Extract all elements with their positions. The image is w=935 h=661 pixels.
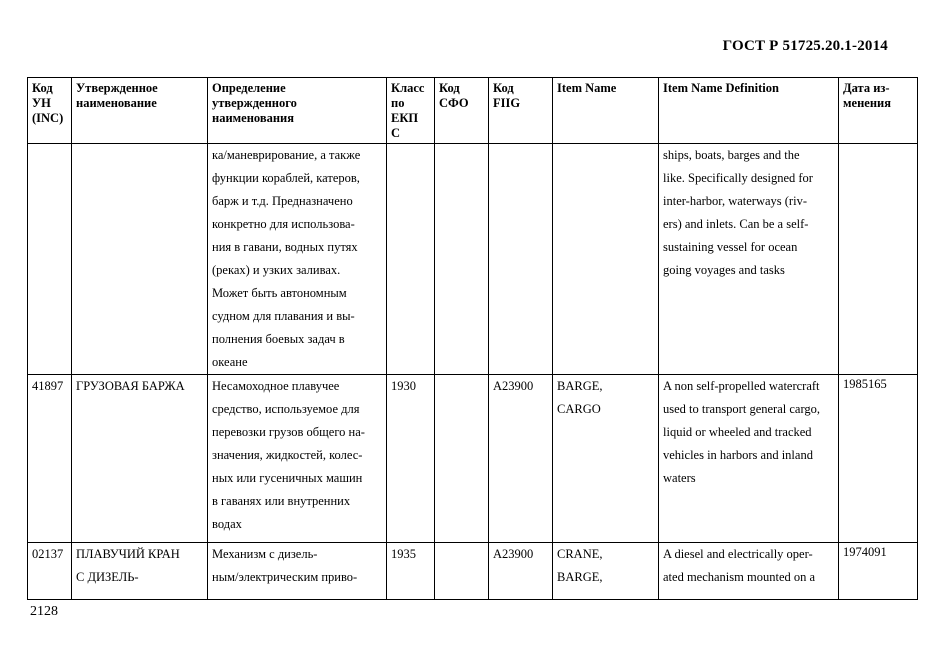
code-cell: 02137	[28, 543, 72, 600]
col-header-name: Утвержденное наименование	[72, 78, 208, 144]
col-header-item-definition: Item Name Definition	[659, 78, 839, 144]
date-cell: 1985165	[839, 375, 918, 543]
name-ru-cell: ПЛАВУЧИЙ КРАН С ДИЗЕЛЬ-	[72, 543, 208, 600]
definition-en-cell: A non self-propelled watercraft used to transport general cargo, liquid or wheeled and tracked vehicles in harbors and inland waters	[659, 375, 839, 543]
header-row	[28, 78, 918, 144]
definition-ru-cell: Несамоходное плавучее средство, используемое для перевозки грузов общего на- значения, жидкостей, колес- ных или гусеничных машин в гаванях или внутренних водах	[208, 375, 387, 543]
col-header-code: Код УН (INC)	[28, 78, 72, 144]
page-number: 2128	[30, 604, 58, 619]
definition-ru-cell: Механизм с дизель- ным/электрическим приво-	[208, 543, 387, 600]
class-cell: 1930	[387, 375, 435, 543]
col-header-fiig: Код FIIG	[489, 78, 553, 144]
definition-en-cell: A diesel and electrically oper- ated mechanism mounted on a	[659, 543, 839, 600]
class-cell: 1935	[387, 543, 435, 600]
classification-table	[27, 77, 918, 600]
col-header-item-name: Item Name	[553, 78, 659, 144]
standard-number: ГОСТ Р 51725.20.1-2014	[722, 38, 888, 54]
table-row	[28, 375, 918, 543]
col-header-class: Класс по ЕКП С	[387, 78, 435, 144]
table-row-continuation	[28, 144, 918, 375]
table-row	[28, 543, 918, 600]
sfo-cell	[435, 375, 489, 543]
date-cell: 1974091	[839, 543, 918, 600]
code-cell: 41897	[28, 375, 72, 543]
sfo-cell	[435, 543, 489, 600]
fiig-cell: A23900	[489, 375, 553, 543]
item-name-cell: BARGE, CARGO	[553, 375, 659, 543]
item-name-cell: CRANE, BARGE,	[553, 543, 659, 600]
definition-en-cell: ships, boats, barges and the like. Specifically designed for inter-harbor, waterways (riv- ers) and inlets. Can be a self- sustaining vessel for ocean going voyages and tasks	[659, 144, 839, 375]
col-header-date: Дата из- менения	[839, 78, 918, 144]
definition-ru-cell: ка/маневрирование, а также функции кораблей, катеров, барж и т.д. Предназначено конкретно для использова- ния в гавани, водных путях (реках) и узких заливах. Может быть автономным судном для плавания и вы- полнения боевых задач в океане	[208, 144, 387, 375]
col-header-definition: Определение утвержденного наименования	[208, 78, 387, 144]
col-header-sfo: Код СФО	[435, 78, 489, 144]
name-ru-cell: ГРУЗОВАЯ БАРЖА	[72, 375, 208, 543]
fiig-cell: A23900	[489, 543, 553, 600]
